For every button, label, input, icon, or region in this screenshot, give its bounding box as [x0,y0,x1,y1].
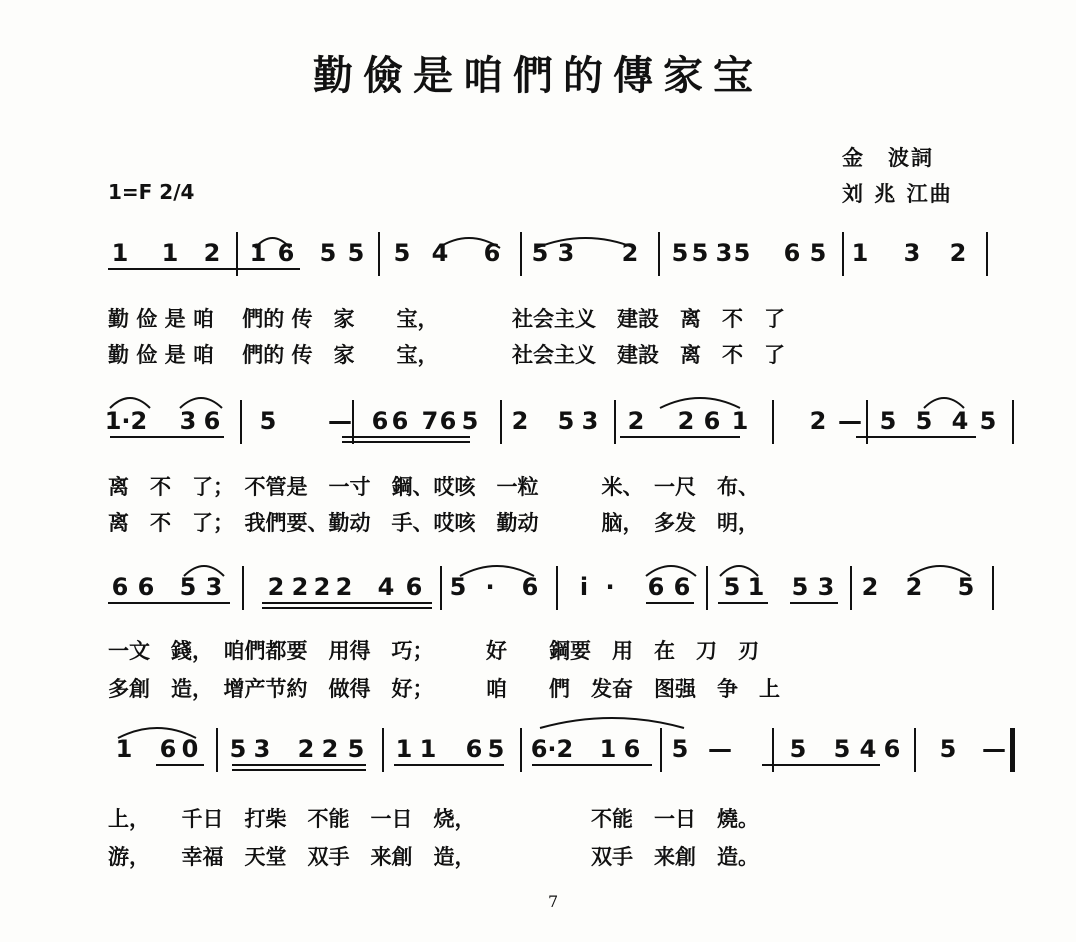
score-note: 1 [851,239,869,267]
score-note: 2 [313,573,331,601]
score-note: 6 [277,239,295,267]
score-note: 6 [137,573,155,601]
score-note: 6 [371,407,389,435]
score-note: 3 [205,573,223,601]
barline [914,728,916,772]
score-note: 3 [817,573,835,601]
duration-underline [262,607,432,609]
lyric-line: 离 不 了； 我們要、勤动 手、哎咳 勤动 脑， 多发 明， [108,511,759,535]
barline [382,728,384,772]
score-note: 6·2 [530,735,574,763]
barline [660,728,662,772]
score-note: 1 [395,735,413,763]
score-note: 2 [861,573,879,601]
key-signature: 1=F 2/4 [108,180,195,204]
barline [556,566,558,610]
composer-credit: 刘 兆 江曲 [842,181,953,206]
barline [520,232,522,276]
barline [986,232,988,276]
score-note: 5 [557,407,575,435]
duration-underline [790,602,838,604]
lyric-line: 离 不 了； 不管是 一寸 鋼、哎咳 一粒 米、 一尺 布、 [108,475,759,499]
score-note: 2 [511,407,529,435]
score-note: 5 [723,573,741,601]
score-note: 6 [783,239,801,267]
barline [992,566,994,610]
score-note: 6 [673,573,691,601]
score-note: 4 [859,735,877,763]
score-note: 4 [377,573,395,601]
barline [614,400,616,444]
score-note: 6 [159,735,177,763]
score-note: 2 [203,239,221,267]
score-note: 5 [229,735,247,763]
duration-underline [342,441,470,443]
score-note: · [605,573,615,601]
duration-underline [232,769,366,771]
page-number: 7 [548,892,559,911]
score-note: 1 [111,239,129,267]
score-note: 5 [789,735,807,763]
score-note: 5 [461,407,479,435]
slur [660,398,740,408]
barline [240,400,242,444]
score-note: 6 [111,573,129,601]
duration-underline [108,268,300,270]
score-note: 3 [557,239,575,267]
score-note: 5 [347,735,365,763]
score-note: 2 [321,735,339,763]
score-note: 2 [267,573,285,601]
duration-underline [620,436,740,438]
barline [658,232,660,276]
score-note: 6 [439,407,457,435]
score-note: 3 [715,239,733,267]
score-note: 5 [791,573,809,601]
score-note: 6 [405,573,423,601]
duration-underline [262,602,432,604]
score-note: — [982,735,1006,763]
score-note: 6 [483,239,501,267]
score-note: 2 [949,239,967,267]
score-note: 2 [291,573,309,601]
lyric-line: 游， 幸福 天堂 双手 来創 造， 双手 来創 造。 [108,845,759,869]
duration-underline [232,764,366,766]
score-note: — [328,407,352,435]
score-note: 5 [915,407,933,435]
score-note: 1 [747,573,765,601]
score-note: 5 [671,735,689,763]
barline [378,232,380,276]
barline [500,400,502,444]
score-note: 6 [391,407,409,435]
score-note: 5 [487,735,505,763]
score-note: 5 [259,407,277,435]
score-note: 1 [161,239,179,267]
song-title: 勤儉是咱們的傳家宝 [313,52,763,99]
score-note: i [579,573,589,601]
barline [772,400,774,444]
score-note: — [708,735,732,763]
score-note: 5 [449,573,467,601]
score-note: 6 [647,573,665,601]
score-note: 3 [253,735,271,763]
score-note: — [838,407,862,435]
score-note: 6 [883,735,901,763]
barline [1010,728,1015,772]
score-note: 1 [249,239,267,267]
score-note: 6 [623,735,641,763]
barline [1012,400,1014,444]
score-note: 2 [905,573,923,601]
score-note: 5 [691,239,709,267]
barline [520,728,522,772]
score-note: 5 [347,239,365,267]
score-note: 5 [809,239,827,267]
score-note: 4 [951,407,969,435]
score-note: 2 [335,573,353,601]
score-note: 5 [319,239,337,267]
barline [842,232,844,276]
duration-underline [342,436,470,438]
score-note: 0 [181,735,199,763]
score-note: 1·2 [104,407,148,435]
score-note: 1 [599,735,617,763]
score-note: 5 [833,735,851,763]
score-note: 5 [179,573,197,601]
barline [440,566,442,610]
duration-underline [532,764,652,766]
score-note: 2 [297,735,315,763]
slur [540,718,684,728]
score-note: 5 [733,239,751,267]
duration-underline [156,764,204,766]
duration-underline [856,436,976,438]
score-note: 3 [903,239,921,267]
score-note: · [485,573,495,601]
score-note: 6 [465,735,483,763]
score-note: 5 [531,239,549,267]
score-note: 6 [203,407,221,435]
lyric-line: 多創 造， 增产节約 做得 好； 咱 們 发奋 图强 争 上 [108,677,780,701]
barline [706,566,708,610]
score-note: 6 [703,407,721,435]
score-note: 3 [581,407,599,435]
lyric-line: 一文 錢， 咱們都要 用得 巧； 好 鋼要 用 在 刀 刃 [108,639,759,663]
score-note: 5 [939,735,957,763]
score-note: 5 [393,239,411,267]
duration-underline [394,764,504,766]
score-note: 5 [957,573,975,601]
score-note: 5 [979,407,997,435]
duration-underline [762,764,880,766]
barline [242,566,244,610]
lyric-line: 勤 俭 是 咱 們的 传 家 宝， 社会主义 建設 离 不 了 [108,307,786,331]
score-note: 5 [671,239,689,267]
score-note: 5 [879,407,897,435]
duration-underline [110,436,224,438]
score-note: 1 [419,735,437,763]
duration-underline [646,602,694,604]
score-note: 2 [627,407,645,435]
score-note: 1 [115,735,133,763]
barline [850,566,852,610]
score-note: 6 [521,573,539,601]
lyric-line: 勤 俭 是 咱 們的 传 家 宝， 社会主义 建設 离 不 了 [108,343,786,367]
score-note: 4 [431,239,449,267]
score-note: 2 [621,239,639,267]
duration-underline [718,602,768,604]
score-note: 1 [731,407,749,435]
score-note: 7 [421,407,439,435]
score-note: 2 [809,407,827,435]
score-note: 3 [179,407,197,435]
barline [216,728,218,772]
score-note: 2 [677,407,695,435]
lyricist-credit: 金 波詞 [842,145,934,170]
lyric-line: 上， 千日 打柴 不能 一日 烧， 不能 一日 燒。 [108,807,759,831]
duration-underline [108,602,230,604]
